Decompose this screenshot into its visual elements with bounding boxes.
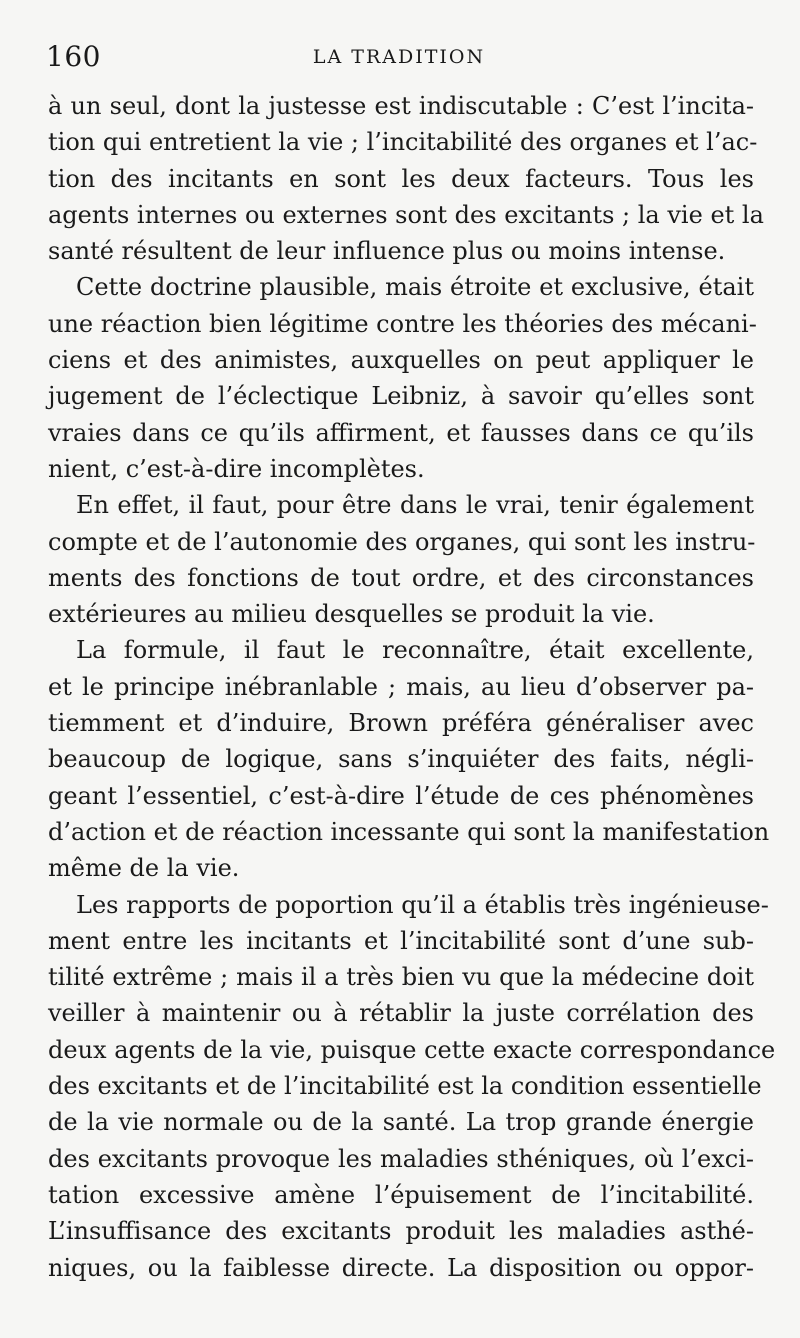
text-line: d’action et de réaction incessante qui sont la manifestation <box>48 817 770 846</box>
text-line: tion des incitants en sont les deux facteurs. Tous les <box>48 164 754 193</box>
text-line: à un seul, dont la justesse est indiscutable : C’est l’incita- <box>48 92 754 120</box>
text-line: santé résultent de leur influence plus ou moins intense. <box>48 237 726 266</box>
text-line: tation excessive amène l’épuisement de l’incitabilité. <box>48 1180 754 1209</box>
page-header <box>46 40 752 72</box>
text-line: geant l’essentiel, c’est-à-dire l’étude de ces phénomènes <box>48 781 754 810</box>
text-line: compte et de l’autonomie des organes, qui sont les instru- <box>48 527 756 556</box>
text-line: vraies dans ce qu’ils affirment, et fausses dans ce qu’ils <box>48 418 754 447</box>
text-line: ciens et des animistes, auxquelles on peut appliquer le <box>48 346 754 375</box>
text-line: Les rapports de poportion qu’il a établis très ingénieuse- <box>76 890 769 919</box>
text-line: veiller à maintenir ou à rétablir la juste corrélation des <box>48 999 754 1028</box>
text-line: jugement de l’éclectique Leibniz, à savoir qu’elles sont <box>48 382 754 411</box>
text-line: même de la vie. <box>48 854 240 883</box>
text-line: extérieures au milieu desquelles se produit la vie. <box>48 600 655 629</box>
text-line: des excitants provoque les maladies sthéniques, où l’exci- <box>48 1144 754 1173</box>
text-line: Cette doctrine plausible, mais étroite et exclusive, était <box>76 273 754 302</box>
text-line: agents internes ou externes sont des excitants ; la vie et la <box>48 200 764 229</box>
text-line: ments des fonctions de tout ordre, et des circonstances <box>48 563 754 592</box>
text-line: deux agents de la vie, puisque cette exacte correspondance <box>48 1035 776 1064</box>
text-line: niques, ou la faiblesse directe. La disposition ou oppor- <box>48 1253 754 1282</box>
text-line: nient, c’est-à-dire incomplètes. <box>48 454 425 483</box>
text-line: une réaction bien légitime contre les théories des mécani- <box>48 309 757 338</box>
page-number: 160 <box>46 40 101 73</box>
text-line: ment entre les incitants et l’incitabilité sont d’une sub- <box>48 926 754 955</box>
text-line: des excitants et de l’incitabilité est la condition essentielle <box>48 1072 762 1101</box>
text-line: de la vie normale ou de la santé. La trop grande énergie <box>48 1108 754 1137</box>
text-line: beaucoup de logique, sans s’inquiéter des faits, négli- <box>48 745 754 774</box>
body-text <box>48 88 776 1286</box>
text-line: tion qui entretient la vie ; l’incitabilité des organes et l’ac- <box>48 128 758 157</box>
text-line: La formule, il faut le reconnaître, était excellente, <box>76 636 754 665</box>
text-line: tilité extrême ; mais il a très bien vu que la médecine doit <box>48 963 754 992</box>
text-line: L’insuffisance des excitants produit les maladies asthé- <box>48 1217 754 1246</box>
text-line: tiemment et d’induire, Brown préféra généraliser avec <box>48 709 754 738</box>
running-title: LA TRADITION <box>312 46 486 68</box>
text-line: En effet, il faut, pour être dans le vrai, tenir également <box>76 491 754 520</box>
text-line: et le principe inébranlable ; mais, au lieu d’observer pa- <box>48 672 754 701</box>
